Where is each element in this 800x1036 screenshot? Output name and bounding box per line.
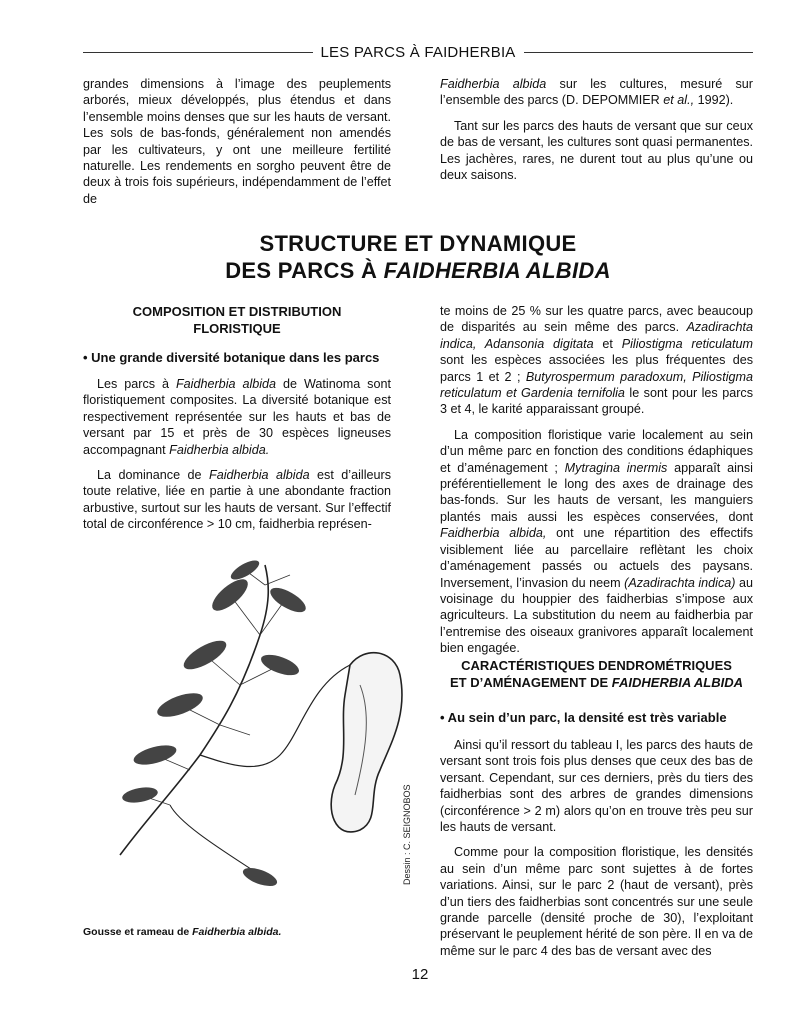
paragraph [440,118,753,184]
pod [331,653,402,832]
italic-text: Faidherbia albida, [440,526,547,541]
section2-heading-italic: FAIDHERBIA ALBIDA [611,675,743,690]
main-title-line1: STRUCTURE ET DYNAMIQUE [259,231,577,256]
section1-heading [83,303,391,337]
text-run: Les parcs à [97,377,176,391]
header-rule-left [83,52,313,53]
running-header [83,42,753,62]
branch-stem [120,565,268,855]
text-run: et [593,336,622,351]
paragraph [440,737,753,835]
drawing-credit: Dessin : C. SEIGNOBOS [402,784,412,885]
section1-left-column [83,376,391,542]
text-run: de Watinoma sont floristiquement composites. La diversité botanique est respectivement représentée sur les hauts et bas de versant par 15 et près de 30 espèces ligneuses accompagnant [83,377,391,457]
section2-heading-line1: CARACTÉRISTIQUES DENDROMÉTRIQUES [461,658,732,673]
paragraph [440,76,753,109]
section1-bullet: • Une grande diversité botanique dans les parcs [83,350,380,365]
top-left-column [83,76,391,216]
italic-text: Mytragina inermis [564,460,668,475]
text-run: au voisinage du houppier des faidherbias s’impose aux agriculteurs. La substitution du neem au faidherbia par l’entremise des oiseaux granivores apparaît localement bien engagée. [440,575,753,656]
paragraph [83,467,391,533]
italic-text: Faidherbia albida. [169,442,270,457]
faidherbia-drawing [110,555,430,925]
running-title: LES PARCS À FAIDHERBIA [320,43,516,61]
main-title-italic: FAIDHERBIA ALBIDA [383,258,611,283]
caption-italic: Faidherbia albida. [192,926,282,938]
header-rule-right [524,52,754,53]
main-title-prefix: DES PARCS À [225,258,384,283]
text-run: sont les espèces associées les plus fréquentes des parcs 1 et 2 ; [440,353,753,384]
section2-heading [440,657,753,691]
text-run: Comme pour la composition floristique, les densités au sein d’un même parc sont sujettes à de fortes variations. Ainsi, sur le parc 2 (haut de versant), près d’un tiers des faidherbias sont concentrés sur une seule grande parcelle (densité proche de 30), l’exploitant préservant le peuplement hérité de son père. Il en va de même sur le parc 4 des bas de versant avec des [440,845,753,958]
italic-text: et al., [663,93,695,108]
italic-text: (Azadirachta indica) [624,575,736,590]
section2-bullet: • Au sein d’un parc, la densité est très variable [440,710,727,725]
section2-heading-line2 [440,674,753,691]
text-run: sur les cultures, mesuré sur l’ensemble des parcs (D. DEPOMMIER [440,77,753,108]
caption-text: Gousse et rameau de [83,926,193,938]
text-run: est d’ailleurs toute relative, liée en partie à une abondante fraction arbustive, surtout sur les hauts de versant. Sur l’effectif total de circonférence > 10 cm, faidherbia représen- [83,468,391,532]
italic-text: Faidherbia albida [175,377,277,391]
section2-column [440,737,753,968]
page-number: 12 [411,966,429,983]
text-run: le sont pour les parcs 3 et 4, le karité apparaissant groupé. [440,386,753,417]
main-title [83,230,753,284]
italic-text: Piliostigma reticulatum [621,336,753,351]
text-run: La dominance de [97,468,209,483]
paragraph [440,844,753,959]
top-right-column [440,76,753,192]
section1-heading-line1: COMPOSITION ET DISTRIBUTION [132,304,342,319]
section1-right-column [440,303,753,666]
italic-text: Butyrospermum paradoxum, Piliostigma reticulatum et Gardenia ternifolia [440,369,753,401]
figure-caption [83,926,393,938]
text-run: Ainsi qu’il ressort du tableau I, les parcs des hauts de versant sont trois fois plus denses que ceux des bas de versant. Cependant, sur ces derniers, près du tiers des faidherbias sont des arbres de grandes dimensions (circonférence > 2 m) alors qu’on en trouve très peu sur les hauts de versant. [440,738,753,835]
text-run: te moins de 25 % sur les quatre parcs, avec beaucoup de disparités au sein même des parcs. [440,304,753,335]
text-run: Tant sur les parcs des hauts de versant que sur ceux de bas de versant, les cultures sont quasi permanentes. Les jachères, rares, ne durent tout au plus qu’une ou deux saisons. [440,118,753,183]
text-run: La composition floristique varie localement au sein d’un même parc en fonction des conditions édaphiques et d’aménagement ; [440,427,753,475]
text-run: ont une répartition des effectifs visiblement liée au parcellaire reflètant les choix d’aménagement passés ou actuels des paysans. Inversement, l’invasion du neem [440,526,753,590]
paragraph [83,76,391,207]
main-title-line2 [83,257,753,284]
text-run: 1992). [694,93,734,108]
text-run: grandes dimensions à l’image des peuplements arborés, mieux développés, plus étendus et dans l’ensemble moins denses que sur les hauts de versant. Les sols de bas-fonds, généralement non amendés par les cultivateurs, y ont une meilleure fertilité naturelle. Les rendements en sorgho peuvent être de deux à trois fois supérieurs, indépendamment de l’effet de [83,77,391,206]
pod-stalk [200,665,350,767]
text-run: apparaît ainsi préférentiellement le long des axes de drainage des bas-fonds. Sur les hauts de versant, les manguiers plantés mais aussi les espèces conservées, dont [440,460,753,524]
italic-text: Faidherbia albida [209,468,310,483]
italic-text: Azadirachta indica, Adansonia digitata [440,320,753,351]
section2-heading-prefix: ET D’AMÉNAGEMENT DE [450,675,612,690]
paragraph [440,303,753,418]
section1-heading-line2: FLORISTIQUE [193,321,281,336]
paragraph [440,427,753,657]
italic-text: Faidherbia albida [440,77,547,91]
paragraph [83,376,391,458]
